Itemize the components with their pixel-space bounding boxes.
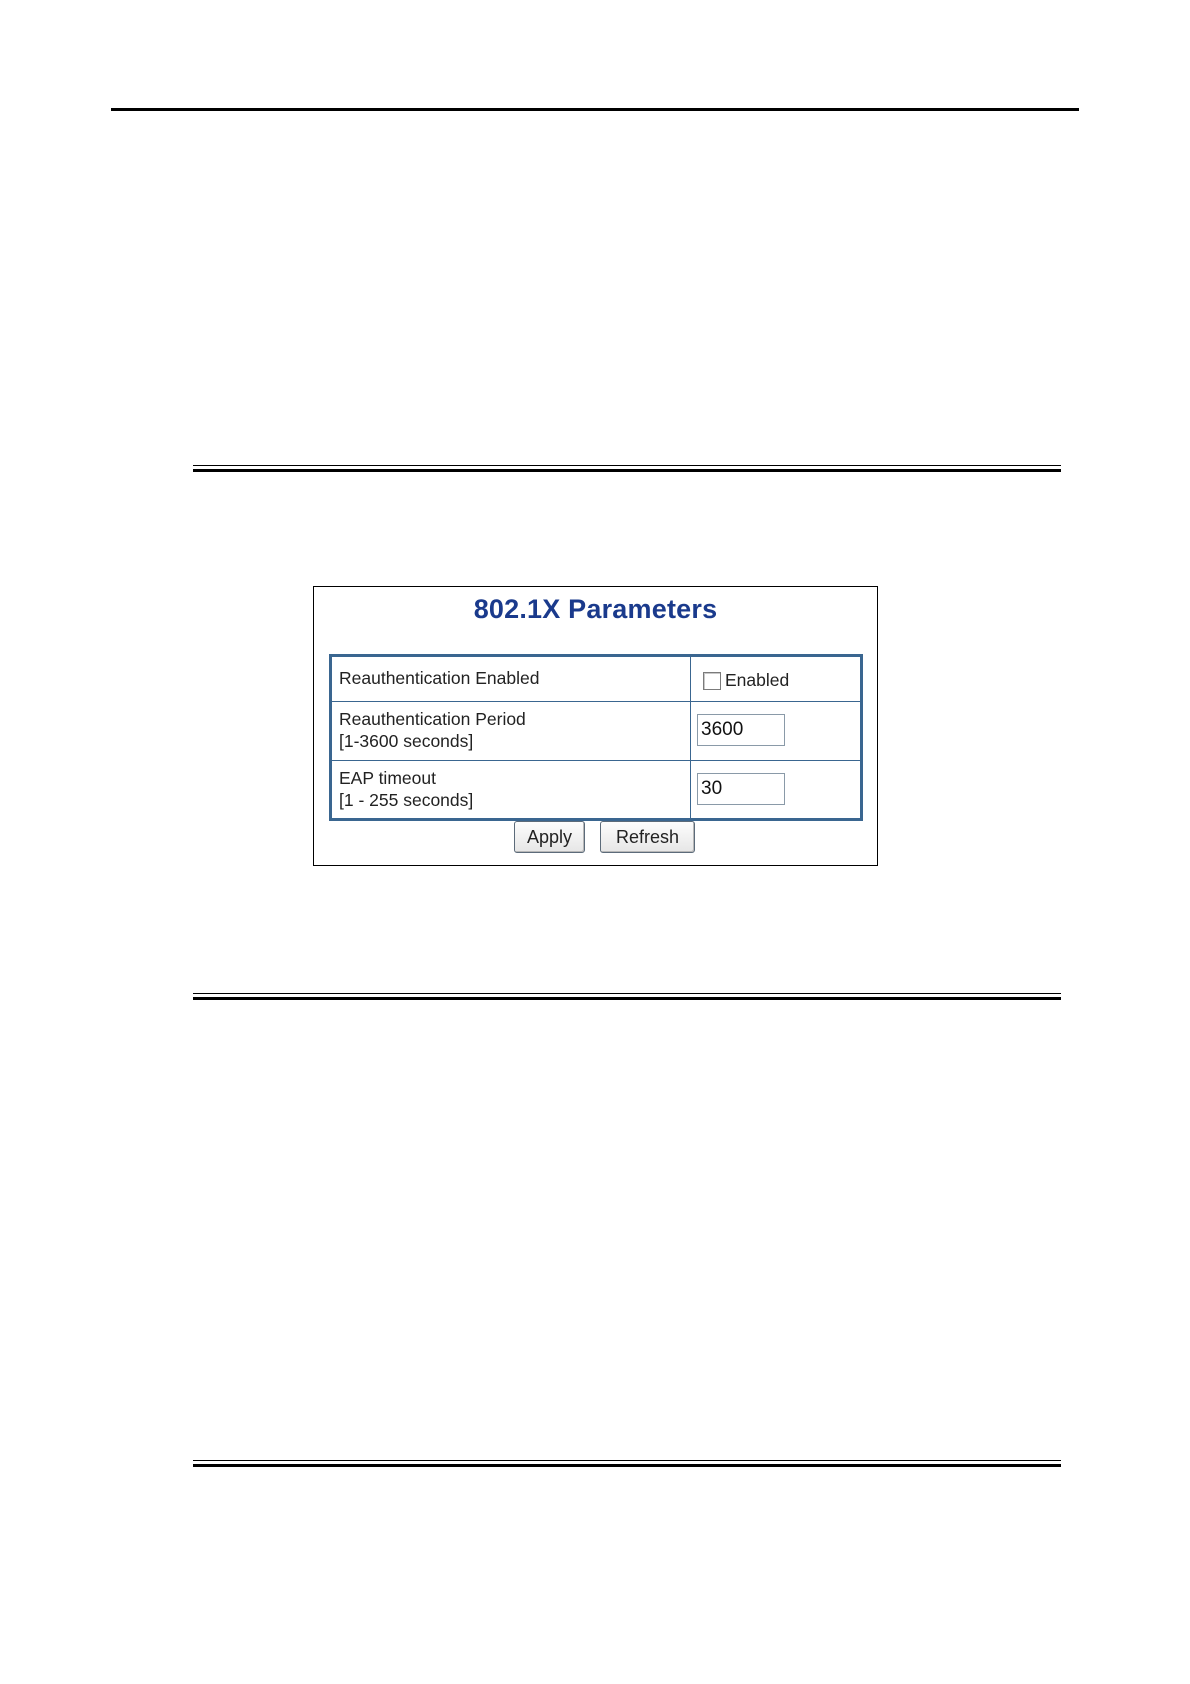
reauth-period-label: Reauthentication Period xyxy=(339,709,526,729)
reauth-enabled-value-cell xyxy=(691,657,860,701)
eap-timeout-label-cell xyxy=(332,761,691,818)
button-bar xyxy=(314,821,877,853)
section-divider-top xyxy=(193,465,1061,472)
reauth-enabled-checkbox-group[interactable] xyxy=(703,670,789,691)
table-row-reauth-enabled xyxy=(332,657,860,701)
eap-timeout-value-cell xyxy=(691,761,860,818)
parameters-table xyxy=(329,654,863,821)
eap-timeout-range: [1 - 255 seconds] xyxy=(339,790,474,810)
table-row-eap-timeout xyxy=(332,760,860,818)
eap-timeout-input[interactable] xyxy=(697,773,785,805)
reauth-enabled-checkbox[interactable] xyxy=(703,672,721,690)
apply-button[interactable]: Apply xyxy=(514,821,585,853)
refresh-button[interactable]: Refresh xyxy=(600,821,695,853)
section-divider-bottom xyxy=(193,1460,1061,1467)
reauth-enabled-checkbox-label[interactable]: Enabled xyxy=(725,670,790,690)
reauth-period-range: [1-3600 seconds] xyxy=(339,731,474,751)
table-row-reauth-period xyxy=(332,701,860,760)
section-divider-middle xyxy=(193,993,1061,1000)
reauth-period-label-cell xyxy=(332,702,691,760)
reauth-period-value-cell xyxy=(691,702,860,760)
header-rule xyxy=(111,108,1079,111)
dot1x-parameters-panel xyxy=(313,586,878,866)
panel-title: 802.1X Parameters xyxy=(473,594,718,624)
reauth-enabled-label: Reauthentication Enabled xyxy=(339,668,540,688)
eap-timeout-label: EAP timeout xyxy=(339,768,436,788)
reauth-period-input[interactable] xyxy=(697,714,785,746)
reauth-enabled-label-cell xyxy=(332,657,691,701)
